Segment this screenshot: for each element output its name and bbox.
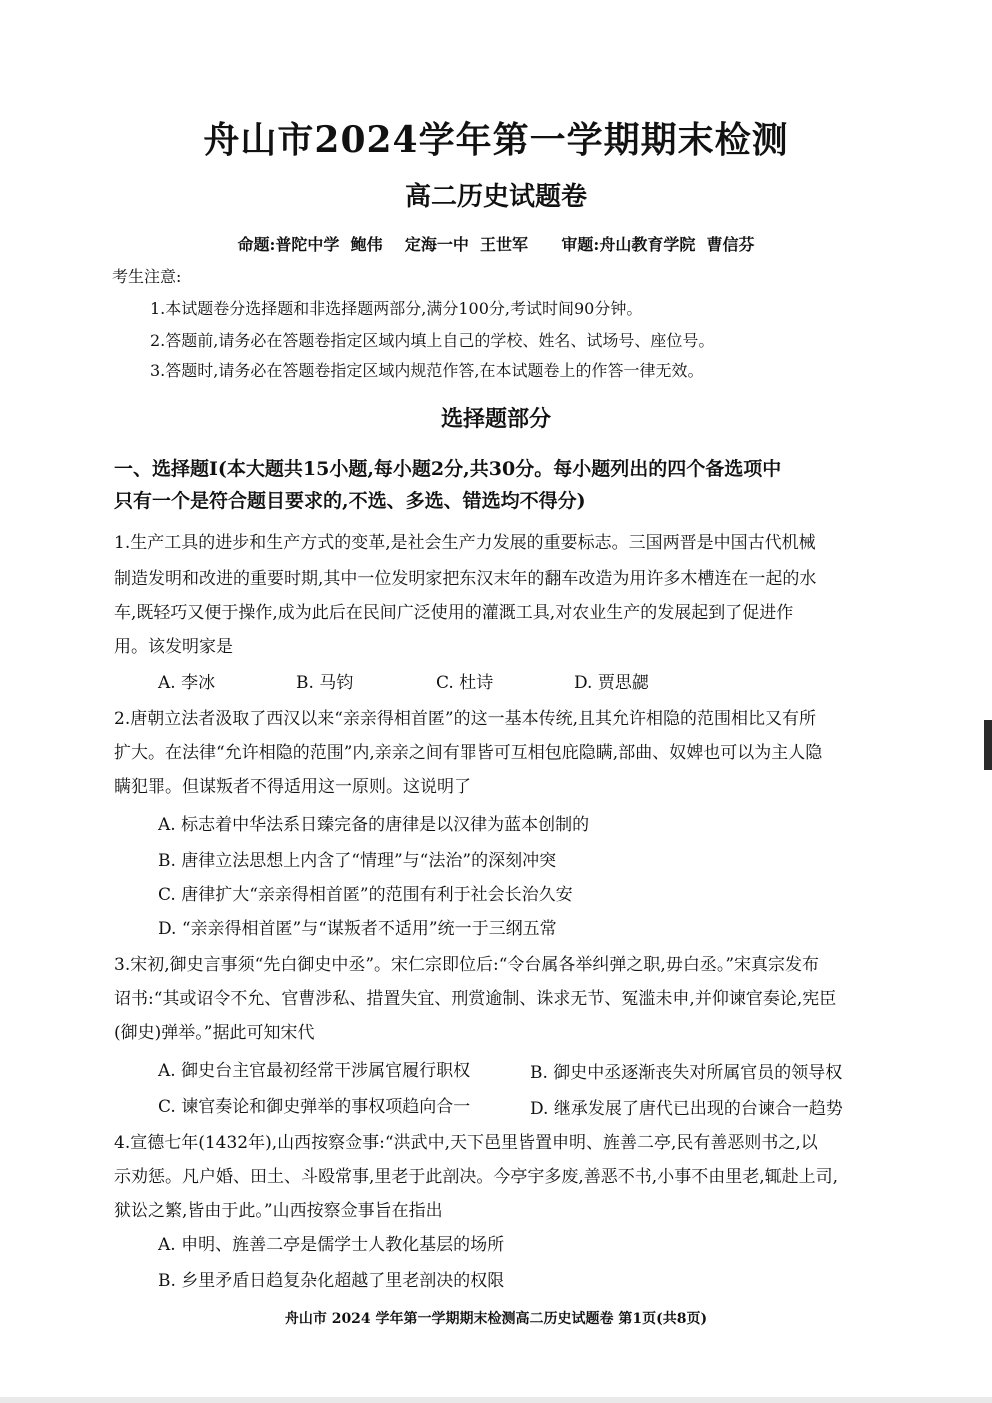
question-text-line: 示劝惩。凡户婚、田土、斗殴常事,里老于此剖决。今亭宇多废,善恶不书,小事不由里老,辄赴上司,: [114, 1167, 839, 1187]
option-d: D. 继承发展了唐代已出现的台谏合一趋势: [530, 1099, 843, 1119]
exam-subtitle: 高二历史试题卷: [404, 182, 587, 212]
question-text-line: 2.唐朝立法者汲取了西汉以来“亲亲得相首匿”的这一基本传统,且其允许相隐的范围相比又有所: [114, 709, 817, 729]
scan-edge-mark: [984, 720, 992, 770]
question-text-line: 用。该发明家是: [114, 637, 233, 657]
notice-item: 3.答题时,请务必在答题卷指定区域内规范作答,在本试题卷上的作答一律无效。: [150, 361, 704, 380]
question-text-line: 4.宣德七年(1432年),山西按察佥事:“洪武中,天下邑里皆置申明、旌善二亭,民有善恶则书之,以: [114, 1133, 818, 1153]
option-a: A. 李冰: [158, 673, 216, 693]
question-text-line: 制造发明和改进的重要时期,其中一位发明家把东汉末年的翻车改造为用许多木槽连在一起的水: [114, 569, 817, 589]
question-text-line: 诏书:“其或诏令不允、官曹涉私、措置失宜、刑赏逾制、诛求无节、冤滥未申,并仰谏官奏论,宪臣: [114, 989, 837, 1009]
authors-line: 命题:普陀中学 鲍伟 定海一中 王世军 审题:舟山教育学院 曹信芬: [237, 235, 755, 254]
page-footer: 舟山市 2024 学年第一学期期末检测高二历史试题卷 第1页(共8页): [284, 1311, 708, 1327]
question-text-line: 狱讼之繁,皆由于此。”山西按察佥事旨在指出: [114, 1201, 443, 1221]
option-c: C. 杜诗: [436, 673, 494, 693]
question-text-line: 车,既轻巧又便于操作,成为此后在民间广泛使用的灌溉工具,对农业生产的发展起到了促进作: [114, 603, 794, 623]
option-b: B. 马钧: [296, 673, 354, 693]
part-heading-line: 一、选择题Ⅰ(本大题共15小题,每小题2分,共30分。每小题列出的四个备选项中: [114, 458, 782, 480]
question-text-line: 3.宋初,御史言事须“先白御史中丞”。宋仁宗即位后:“令台属各举纠弹之职,毋白丞。”宋真宗发布: [114, 955, 820, 975]
scan-bottom-edge: [0, 1397, 992, 1403]
option-a: A. 标志着中华法系日臻完备的唐律是以汉律为蓝本创制的: [158, 815, 590, 835]
option-b: B. 乡里矛盾日趋复杂化超越了里老剖决的权限: [158, 1271, 505, 1291]
option-a: A. 申明、旌善二亭是儒学士人教化基层的场所: [158, 1235, 505, 1255]
option-d: D. 贾思勰: [574, 673, 649, 693]
notice-item: 1.本试题卷分选择题和非选择题两部分,满分100分,考试时间90分钟。: [150, 299, 643, 318]
question-text-line: 瞒犯罪。但谋叛者不得适用这一原则。这说明了: [114, 777, 471, 797]
part-heading-line: 只有一个是符合题目要求的,不选、多选、错选均不得分): [114, 490, 586, 512]
option-d: D. “亲亲得相首匿”与“谋叛者不适用”统一于三纲五常: [158, 919, 557, 939]
notice-label: 考生注意:: [112, 267, 182, 286]
option-c: C. 谏官奏论和御史弹举的事权项趋向合一: [158, 1097, 471, 1117]
option-b: B. 唐律立法思想上内含了“情理”与“法治”的深刻冲突: [158, 851, 557, 871]
section-title: 选择题部分: [440, 406, 551, 432]
notice-item: 2.答题前,请务必在答题卷指定区域内填上自己的学校、姓名、试场号、座位号。: [150, 331, 715, 350]
exam-title: 舟山市2024学年第一学期期末检测: [203, 119, 789, 161]
question-text-line: (御史)弹举。”据此可知宋代: [114, 1023, 315, 1043]
option-b: B. 御史中丞逐渐丧失对所属官员的领导权: [530, 1063, 843, 1083]
question-text-line: 扩大。在法律“允许相隐的范围”内,亲亲之间有罪皆可互相包庇隐瞒,部曲、奴婢也可以为主人隐: [114, 743, 823, 763]
question-text-line: 1.生产工具的进步和生产方式的变革,是社会生产力发展的重要标志。三国两晋是中国古代机械: [114, 533, 816, 553]
option-c: C. 唐律扩大“亲亲得相首匿”的范围有利于社会长治久安: [158, 885, 573, 905]
option-a: A. 御史台主官最初经常干涉属官履行职权: [158, 1061, 471, 1081]
